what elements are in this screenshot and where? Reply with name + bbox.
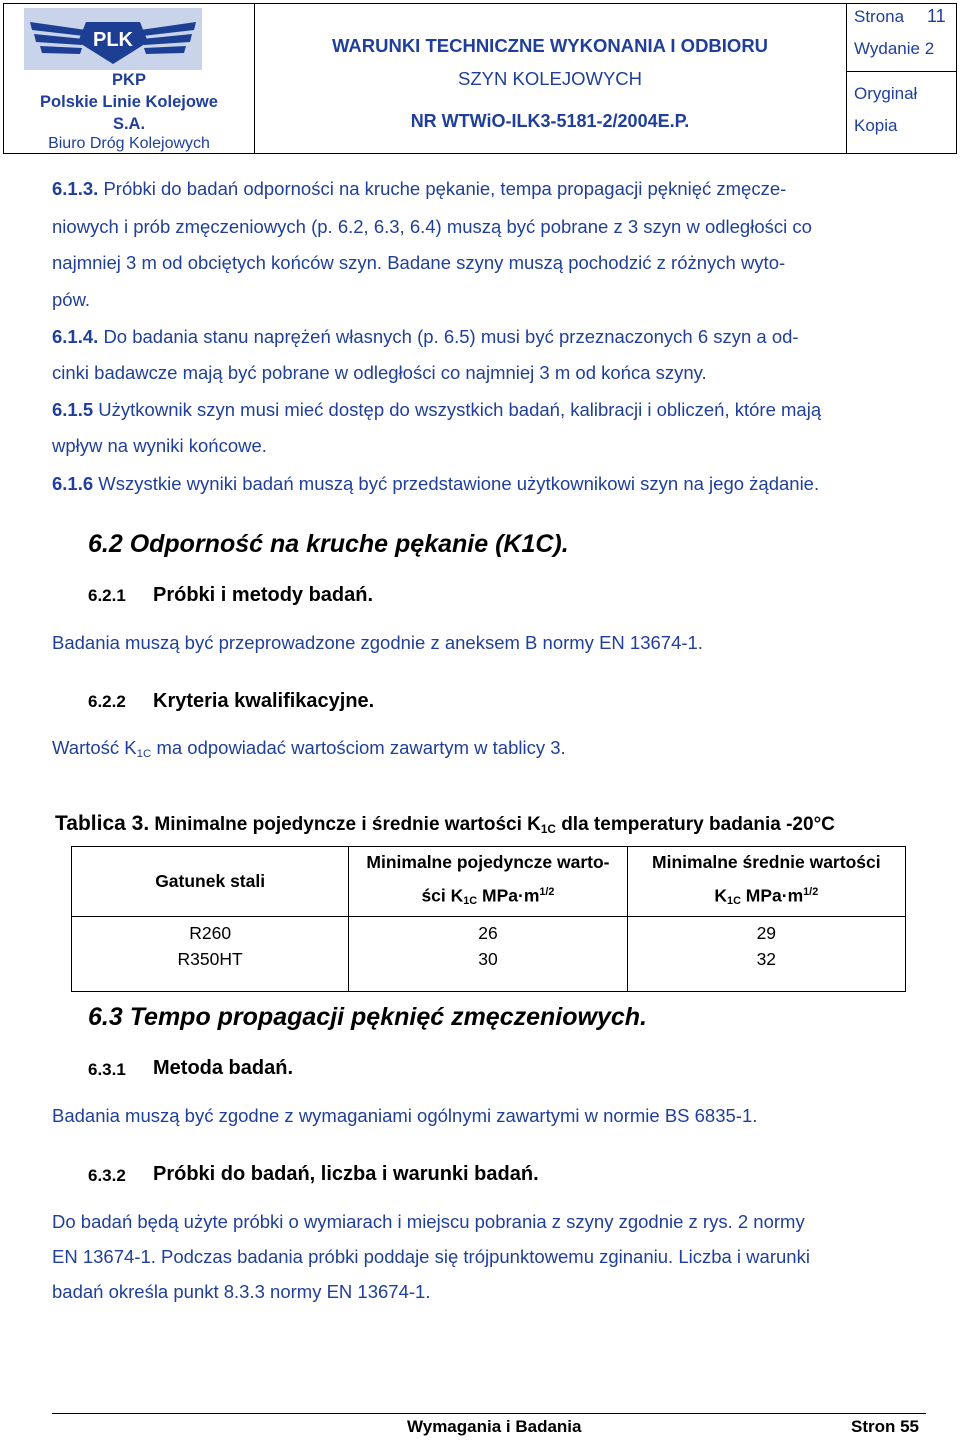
table-3-caption	[55, 812, 835, 836]
paragraph-6-3-1: Badania muszą być zgodne z wymaganiami ogólnymi zawartymi w normie BS 6835-1.	[52, 1105, 758, 1126]
paragraph-6-1-3-line1	[52, 178, 786, 200]
paragraph-6-1-4-line1	[52, 326, 799, 348]
copy-label: Kopia	[854, 116, 898, 135]
heading-6-3-2-number: 6.3.2	[88, 1166, 126, 1185]
header-min-single	[349, 847, 627, 917]
table-3	[71, 846, 906, 992]
text: Minimalne pojedyncze i średnie wartości K	[149, 814, 541, 835]
header-min-average	[627, 847, 905, 917]
original-label: Oryginał	[854, 84, 918, 103]
paragraph-6-1-5-line1	[52, 399, 821, 421]
doc-number: NR WTWiO-ILK3-5181-2/2004E.P.	[410, 111, 690, 131]
paragraph-6-2-2	[52, 737, 566, 760]
text: Minimalne średnie wartości	[652, 852, 881, 872]
superscript: 1/2	[803, 886, 819, 898]
heading-6-3-2: Próbki do badań, liczba i warunki badań.	[153, 1163, 539, 1185]
table-row	[72, 949, 906, 992]
heading-6-2-1-number: 6.2.1	[88, 586, 126, 605]
paragraph-6-1-5-line2: wpływ na wyniki końcowe.	[52, 435, 267, 456]
paragraph-6-3-2-line2: EN 13674-1. Podczas badania próbki poddaje się trójpunktowemu zginaniu. Liczba i warunki	[52, 1246, 810, 1267]
paragraph-6-3-2-line1: Do badań będą użyte próbki o wymiarach i miejscu pobrania z szyny zgodnie z rys. 2 normy	[52, 1211, 805, 1232]
heading-6-3: 6.3 Tempo propagacji pęknięć zmęczeniowych.	[88, 1003, 647, 1031]
document-header	[3, 3, 957, 154]
subscript: 1C	[540, 822, 556, 836]
text: Do badania stanu naprężeń własnych (p. 6.5) musi być przeznaczonych 6 szyn a od-	[103, 326, 799, 347]
footer-page-count: Stron 55	[851, 1417, 920, 1436]
paragraph-6-1-6	[52, 473, 819, 495]
header-steel-grade: Gatunek stali	[72, 847, 349, 917]
heading-6-2-1: Próbki i metody badań.	[153, 584, 374, 606]
edition: Wydanie 2	[854, 39, 935, 58]
heading-6-3-1: Metoda badań.	[153, 1057, 294, 1079]
cell-grade: R350HT	[72, 949, 349, 992]
text: ści K	[421, 885, 464, 906]
table-header-row	[72, 847, 906, 917]
subscript: 1C	[727, 895, 741, 908]
header-meta-cell	[846, 4, 956, 153]
cell-min-average: 29	[627, 917, 905, 950]
heading-6-3-1-number: 6.3.1	[88, 1060, 126, 1079]
table-row	[72, 917, 906, 950]
subscript: 1C	[136, 747, 152, 760]
page-number: 11	[927, 6, 946, 26]
text: MPa·m	[740, 885, 804, 906]
section-number: 6.1.4.	[52, 326, 99, 347]
text: ma odpowiadać wartościom zawartym w tablicy 3.	[151, 737, 566, 758]
org-abbr: PKP	[112, 71, 146, 89]
paragraph-6-1-4-line2: cinki badawcze mają być pobrane w odległości co najmniej 3 m od końca szyny.	[52, 362, 707, 383]
doc-title-line2: SZYN KOLEJOWYCH	[458, 68, 642, 89]
footer-center-text: Wymagania i Badania	[407, 1417, 582, 1436]
heading-6-2-2-number: 6.2.2	[88, 692, 126, 711]
table-label: Tablica 3.	[55, 812, 150, 835]
subscript: 1C	[463, 895, 478, 908]
text: dla temperatury badania -20°C	[555, 814, 835, 835]
heading-6-2-2: Kryteria kwalifikacyjne.	[153, 690, 375, 712]
doc-title-line1: WARUNKI TECHNICZNE WYKONANIA I ODBIORU	[331, 35, 769, 56]
cell-min-single: 30	[349, 949, 627, 992]
section-number: 6.1.5	[52, 399, 94, 420]
text: Wartość K	[52, 737, 137, 758]
superscript: 1/2	[539, 886, 555, 898]
org-dept: Biuro Dróg Kolejowych	[48, 135, 210, 152]
header-org-cell	[4, 4, 255, 153]
text: Wszystkie wyniki badań muszą być przedstawione użytkownikowi szyn na jego żądanie.	[98, 473, 820, 494]
cell-grade: R260	[72, 917, 349, 950]
page-label: Strona	[854, 7, 905, 26]
text: Próbki do badań odporności na kruche pękanie, tempa propagacji pęknięć zmęcze-	[103, 178, 787, 199]
section-number: 6.1.6	[52, 473, 94, 494]
paragraph-6-1-3-line3: najmniej 3 m od obciętych końców szyn. Badane szyny muszą pochodzić z różnych wyto-	[52, 252, 786, 273]
paragraph-6-3-2-line3: badań określa punkt 8.3.3 normy EN 13674-1.	[52, 1281, 431, 1302]
paragraph-6-1-3-line4: pów.	[52, 289, 91, 310]
text: K	[714, 885, 728, 906]
plk-logo	[24, 8, 202, 70]
heading-6-2: 6.2 Odporność na kruche pękanie (K1C).	[88, 530, 569, 558]
cell-min-single: 26	[349, 917, 627, 950]
cell-min-average: 32	[627, 949, 905, 992]
org-name: Polskie Linie Kolejowe	[40, 93, 218, 111]
text: Minimalne pojedyncze warto-	[366, 852, 610, 872]
logo-text: PLK	[93, 29, 133, 51]
paragraph-6-1-3-line2: niowych i prób zmęczeniowych (p. 6.2, 6.3, 6.4) muszą być pobrane z 3 szyn w odległości co	[52, 216, 812, 237]
footer-divider	[52, 1413, 926, 1414]
text: Użytkownik szyn musi mieć dostęp do wszystkich badań, kalibracji i obliczeń, które mają	[98, 399, 822, 420]
text: MPa·m	[477, 885, 540, 906]
paragraph-6-2-1: Badania muszą być przeprowadzone zgodnie z aneksem B normy EN 13674-1.	[52, 632, 703, 653]
section-number: 6.1.3.	[52, 178, 99, 199]
header-title-cell	[254, 4, 847, 153]
org-sa: S.A.	[112, 115, 146, 133]
